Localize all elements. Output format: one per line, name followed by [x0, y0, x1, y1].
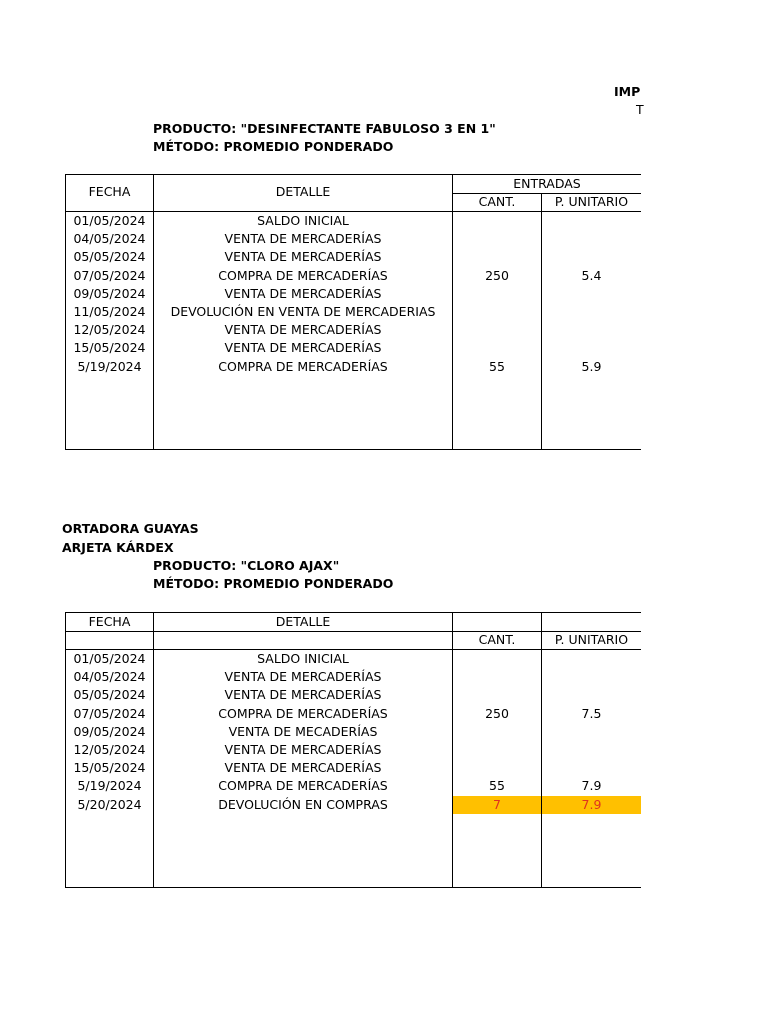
row-detalle: SALDO INICIAL [257, 651, 349, 666]
header-entradas: ENTRADAS [513, 176, 581, 191]
row-detalle: SALDO INICIAL [257, 213, 349, 228]
row-fecha: 07/05/2024 [73, 267, 146, 283]
row-detalle: VENTA DE MERCADERÍAS [224, 340, 382, 356]
row-detalle: VENTA DE MERCADERÍAS [224, 669, 382, 685]
row-fecha: 05/05/2024 [73, 249, 146, 265]
row-detalle: COMPRA DE MERCADERÍAS [218, 267, 388, 283]
company-heading-fragment [600, 84, 644, 120]
table-row [66, 267, 641, 285]
table-row [66, 796, 641, 814]
kardex-table-2 [65, 612, 641, 888]
table-row [66, 303, 641, 321]
table-row [66, 759, 641, 777]
company-name-fragment: IMP [614, 84, 641, 99]
row-detalle: VENTA DE MERCADERÍAS [224, 249, 382, 265]
header-p-unitario: P. UNITARIO [554, 194, 629, 209]
row-detalle: DEVOLUCIÓN EN COMPRAS [218, 796, 388, 812]
row-detalle: COMPRA DE MERCADERÍAS [218, 705, 388, 721]
row-detalle: COMPRA DE MERCADERÍAS [218, 358, 388, 374]
row-detalle: VENTA DE MERCADERÍAS [224, 285, 382, 301]
table-row [66, 777, 641, 795]
row-detalle: COMPRA DE MERCADERÍAS [218, 778, 388, 794]
section2-card-fragment: ARJETA KÁRDEX [62, 540, 174, 555]
row-fecha: 11/05/2024 [73, 304, 146, 319]
table-row [66, 686, 641, 704]
section2-method-title: MÉTODO: PROMEDIO PONDERADO [153, 576, 394, 591]
header-detalle: DETALLE [275, 184, 331, 199]
table-row [66, 705, 641, 723]
header-fecha: FECHA [88, 184, 131, 199]
header-cant: CANT. [478, 194, 516, 209]
table-row [66, 339, 641, 357]
row-detalle: DEVOLUCIÓN EN VENTA DE MERCADERIAS [170, 304, 436, 319]
table-row [66, 723, 641, 741]
header-fecha: FECHA [88, 614, 131, 629]
row-fecha: 15/05/2024 [73, 340, 146, 356]
row-fecha: 09/05/2024 [73, 723, 146, 739]
table-row [66, 285, 641, 303]
row-fecha: 04/05/2024 [73, 231, 146, 247]
section1-method-title: MÉTODO: PROMEDIO PONDERADO [153, 139, 394, 154]
table-row [66, 358, 641, 376]
row-fecha: 04/05/2024 [73, 669, 146, 685]
table-row [66, 212, 641, 230]
row-cant: 55 [489, 778, 505, 794]
row-p-unitario: 5.4 [581, 267, 602, 283]
row-fecha: 05/05/2024 [73, 687, 146, 703]
row-fecha: 5/20/2024 [77, 796, 142, 812]
table-row [66, 321, 641, 339]
row-detalle: VENTA DE MERCADERÍAS [224, 322, 382, 338]
section1-product-title: PRODUCTO: "DESINFECTANTE FABULOSO 3 EN 1" [153, 121, 496, 136]
header-p-unitario: P. UNITARIO [554, 632, 629, 647]
row-fecha: 12/05/2024 [73, 742, 146, 757]
section2-product-title: PRODUCTO: "CLORO AJAX" [153, 558, 340, 573]
header-cant: CANT. [478, 632, 516, 647]
row-detalle: VENTA DE MERCADERÍAS [224, 742, 382, 757]
row-fecha: 5/19/2024 [77, 778, 142, 794]
table-row [66, 741, 641, 759]
table-row [66, 230, 641, 248]
row-p-unitario: 7.9 [581, 778, 602, 794]
row-fecha: 15/05/2024 [73, 760, 146, 776]
row-p-unitario: 7.9 [542, 796, 641, 814]
row-fecha: 12/05/2024 [73, 322, 146, 338]
row-p-unitario: 7.5 [581, 705, 602, 721]
row-cant: 7 [453, 796, 541, 814]
section2-company-fragment: ORTADORA GUAYAS [62, 521, 199, 536]
row-fecha: 5/19/2024 [77, 358, 142, 374]
row-detalle: VENTA DE MERCADERÍAS [224, 231, 382, 247]
row-cant: 250 [485, 267, 509, 283]
row-detalle: VENTA DE MERCADERÍAS [224, 687, 382, 703]
row-p-unitario: 5.9 [581, 358, 602, 374]
row-detalle: VENTA DE MERCADERÍAS [224, 760, 382, 776]
table-row [66, 650, 641, 668]
row-fecha: 01/05/2024 [73, 651, 146, 666]
company-sub-fragment: T [636, 102, 644, 117]
table-row [66, 248, 641, 266]
row-detalle: VENTA DE MECADERÍAS [228, 723, 378, 739]
header-detalle: DETALLE [275, 614, 331, 629]
table-row [66, 668, 641, 686]
row-cant: 250 [485, 705, 509, 721]
row-fecha: 07/05/2024 [73, 705, 146, 721]
row-fecha: 01/05/2024 [73, 213, 146, 228]
row-cant: 55 [489, 358, 505, 374]
row-fecha: 09/05/2024 [73, 285, 146, 301]
kardex-table-1 [65, 174, 641, 450]
